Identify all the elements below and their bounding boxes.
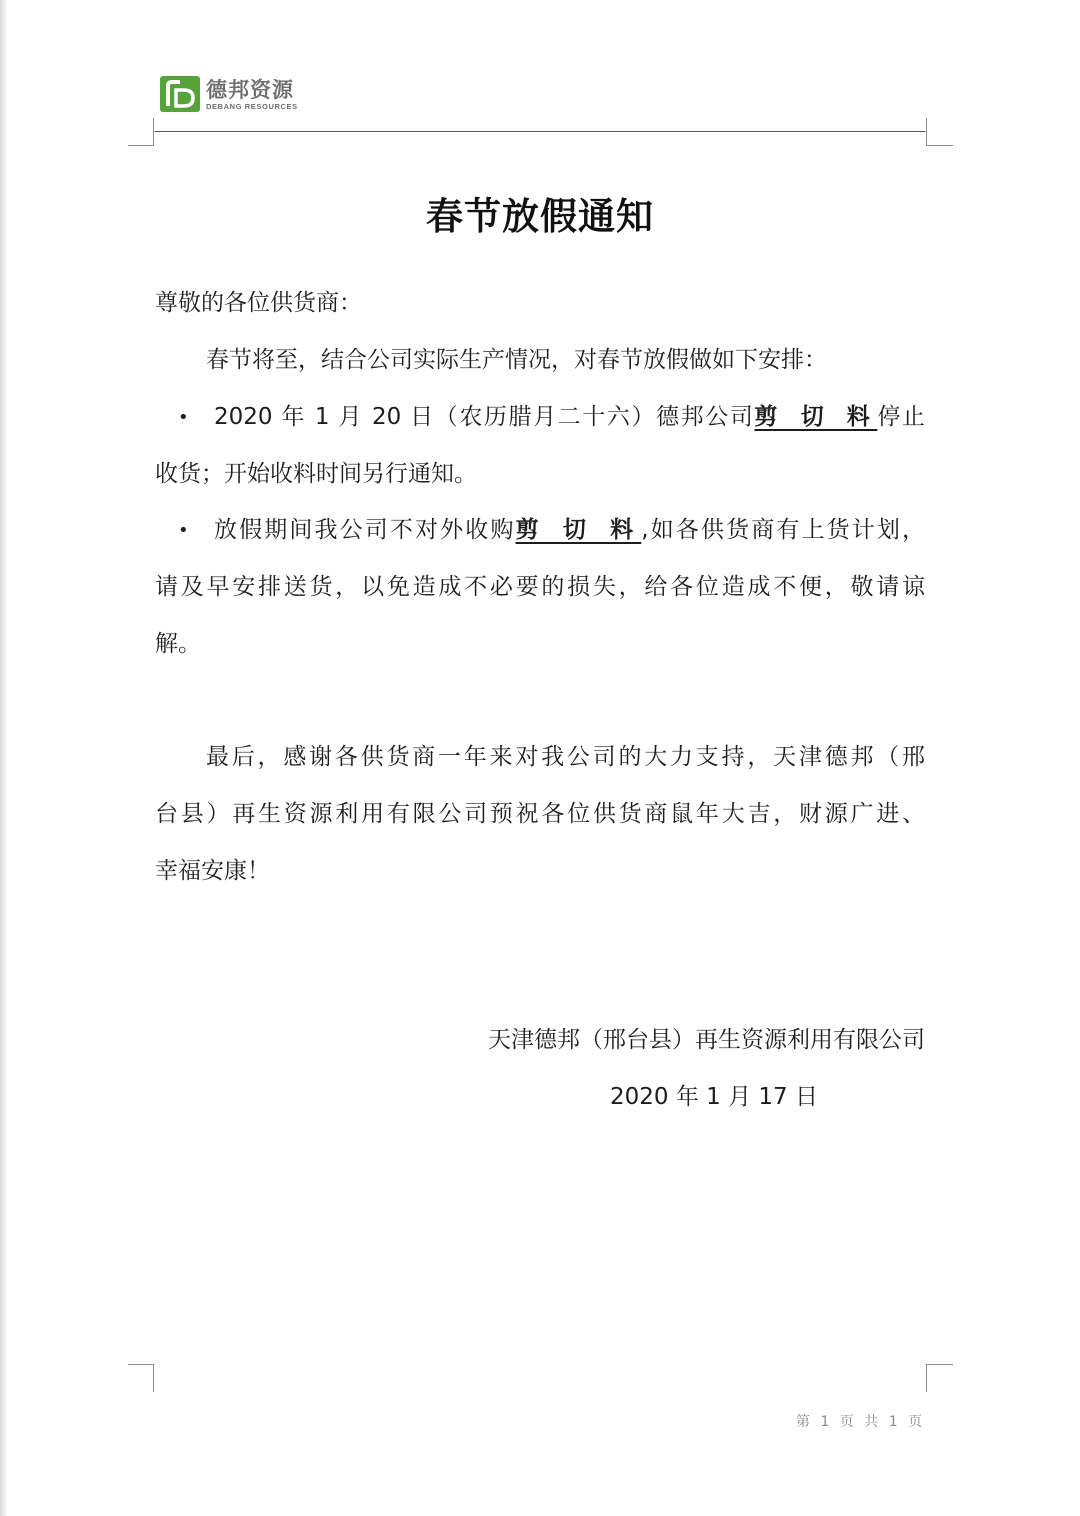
company-logo (160, 74, 298, 114)
bullet2-line3: 解。 (155, 631, 201, 657)
bullet1-text-before: 2020 年 1 月 20 日（农历腊月二十六）德邦公司 (214, 404, 755, 430)
closing-line3: 幸福安康！ (155, 858, 270, 884)
logo-english-name: DEBANG RESOURCES (206, 101, 298, 111)
header-divider (155, 131, 925, 132)
signature-company: 天津德邦（邢台县）再生资源利用有限公司 (488, 1027, 925, 1053)
bullet-marker: • (178, 407, 189, 428)
intro-paragraph: 春节将至，结合公司实际生产情况，对春节放假做如下安排： (206, 347, 827, 373)
closing-line1: 最后，感谢各供货商一年来对我公司的大力支持，天津德邦（邢 (206, 744, 925, 770)
bullet1-line2: 收货；开始收料时间另行通知。 (155, 461, 477, 487)
crop-mark-top-left (128, 118, 154, 146)
signature-date: 2020 年 1 月 17 日 (610, 1084, 818, 1110)
closing-line2: 台县）再生资源利用有限公司预祝各位供货商鼠年大吉，财源广进、 (155, 801, 925, 827)
bullet-marker: • (178, 520, 189, 541)
debang-logo-icon (160, 76, 200, 112)
logo-chinese-name: 德邦资源 (206, 77, 294, 102)
document-title: 春节放假通知 (426, 195, 654, 238)
bullet1-line1 (214, 402, 925, 432)
bullet1-text-after: 停止 (877, 404, 925, 430)
bullet2-material: 剪 切 料 (515, 517, 642, 543)
bullet1-material: 剪 切 料 (754, 404, 878, 430)
bullet2-line1 (214, 515, 925, 545)
crop-mark-top-right (926, 118, 953, 146)
bullet2-text-before: 放假期间我公司不对外收购 (214, 517, 516, 543)
page-number: 第 1 页 共 1 页 (796, 1414, 926, 1430)
bullet2-line2: 请及早安排送货，以免造成不必要的损失，给各位造成不便，敬请谅 (155, 574, 925, 600)
crop-mark-bottom-left (128, 1364, 154, 1392)
crop-mark-bottom-right (926, 1364, 953, 1392)
bullet2-text-after: ,如各供货商有上货计划， (641, 517, 926, 543)
salutation: 尊敬的各位供货商： (155, 290, 362, 316)
